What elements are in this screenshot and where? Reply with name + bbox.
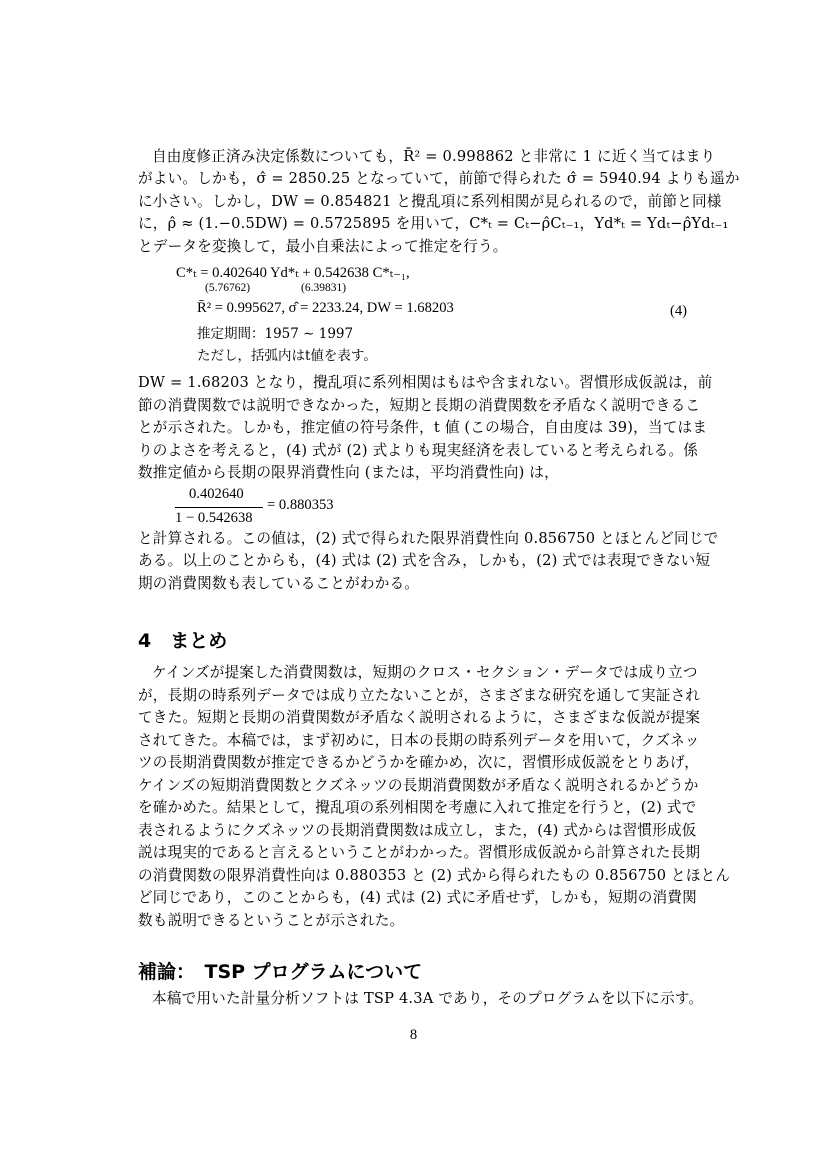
page-number: 8 bbox=[409, 1027, 418, 1043]
section-4-line: が，長期の時系列データでは成り立たないことが，さまざまな研究を通して実証され bbox=[138, 687, 701, 704]
estimation-period: 推定期間：1957 ∼ 1997 bbox=[197, 326, 354, 342]
appendix-heading: 補論： TSP プログラムについて bbox=[138, 961, 423, 983]
section-4-line: されてきた。本稿では，まず初めに，日本の長期の時系列データを用いて，クズネッ bbox=[138, 732, 700, 749]
fraction-numerator: 0.402640 bbox=[189, 486, 244, 502]
paragraph-2-line: 節の消費関数では説明できなかった，短期と長期の消費関数を矛盾なく説明できるこ bbox=[138, 397, 701, 414]
paragraph-1-line: とデータを変換して，最小自乗法によって推定を行う。 bbox=[138, 238, 508, 255]
section-4-line: を確かめた。結果として，攪乱項の系列相関を考慮に入れて推定を行うと，(2) 式で bbox=[138, 799, 697, 816]
section-4-line: 説は現実的であると言えるということがわかった。習慣形成仮説から計算された長期 bbox=[138, 844, 701, 861]
paragraph-3-line: と計算される。この値は，(2) 式で得られた限界消費性向 0.856750 とほとんど同じで bbox=[138, 530, 719, 547]
paragraph-3-line: ある。以上のことからも，(4) 式は (2) 式を含み，しかも，(2) 式では表現できない短 bbox=[138, 552, 711, 569]
appendix-line: 本稿で用いた計量分析ソフトは TSP 4.3A であり，そのプログラムを以下に示す。 bbox=[152, 990, 704, 1007]
section-4-line: ツの長期消費関数が推定できるかどうかを確かめ，次に，習慣形成仮説をとりあげ， bbox=[138, 754, 699, 771]
paragraph-2-line: りのよさを考えると，(4) 式が (2) 式よりも現実経済を表していると考えられる。係 bbox=[138, 442, 699, 459]
section-4-line: の消費関数の限界消費性向は 0.880353 と (2) 式から得られたもの 0.856750 とほとん bbox=[138, 867, 731, 884]
section-4-line: てきた。短期と長期の消費関数が矛盾なく説明されるように，さまざまな仮説が提案 bbox=[138, 709, 701, 726]
paragraph-2-line: とが示された。しかも，推定値の符号条件，t 値 (この場合，自由度は 39)，当てはま bbox=[138, 419, 708, 436]
paragraph-1-line: に小さい。しかし，DW = 0.854821 と攪乱項に系列相関が見られるので，前節と同様 bbox=[138, 193, 722, 210]
fraction-denominator: 1 − 0.542638 bbox=[175, 510, 253, 526]
equation-4-main: C*ₜ = 0.402640 Yd*ₜ + 0.542638 C*ₜ₋₁, bbox=[176, 265, 410, 281]
section-4-line: ケインズが提案した消費関数は，短期のクロス・セクション・データでは成り立つ bbox=[152, 664, 698, 681]
paragraph-1-line: 自由度修正済み決定係数についても，R̄² = 0.998862 と非常に 1 に近く当てはまり bbox=[152, 148, 716, 165]
paragraph-1-line: に，ρ̂ ≈ (1.−0.5DW) = 0.5725895 を用いて，C*ₜ = Cₜ−ρ̂Cₜ₋₁，Yd*ₜ = Ydₜ−ρ̂Ydₜ₋₁ bbox=[138, 215, 729, 232]
paragraph-1-line: がよい。しかも，σ̂ = 2850.25 となっていて，前節で得られた σ̂ = 5940.94 よりも遥か bbox=[138, 170, 740, 187]
equation-note: ただし，括弧内はt値を表す。 bbox=[197, 348, 377, 364]
equation-4-t-value-1: (5.76762) bbox=[205, 282, 251, 294]
paragraph-3-line: 期の消費関数も表していることがわかる。 bbox=[138, 575, 420, 592]
paragraph-2-line: DW = 1.68203 となり，攪乱項に系列相関はもはや含まれない。習慣形成仮説は，前 bbox=[138, 374, 713, 391]
equation-number: (4) bbox=[670, 303, 688, 319]
fraction-result: = 0.880353 bbox=[267, 497, 334, 513]
equation-4-stats: R̄² = 0.995627, σ̂ = 2233.24, DW = 1.68203 bbox=[197, 300, 454, 316]
section-4-line: ど同じであり，このことからも，(4) 式は (2) 式に矛盾せず，しかも，短期の消費関 bbox=[138, 889, 697, 906]
equation-4-t-value-2: (6.39831) bbox=[301, 282, 347, 294]
section-4-line: 数も説明できるということが示された。 bbox=[138, 912, 405, 929]
section-4-line: ケインズの短期消費関数とクズネッツの長期消費関数が矛盾なく説明されるかどうか bbox=[138, 777, 699, 794]
fraction-bar bbox=[175, 507, 263, 508]
section-4-heading: 4 まとめ bbox=[138, 630, 228, 652]
section-4-line: 表されるようにクズネッツの長期消費関数は成立し，また，(4) 式からは習慣形成仮 bbox=[138, 822, 697, 839]
paragraph-2-line: 数推定値から長期の限界消費性向 (または，平均消費性向) は， bbox=[138, 464, 559, 481]
